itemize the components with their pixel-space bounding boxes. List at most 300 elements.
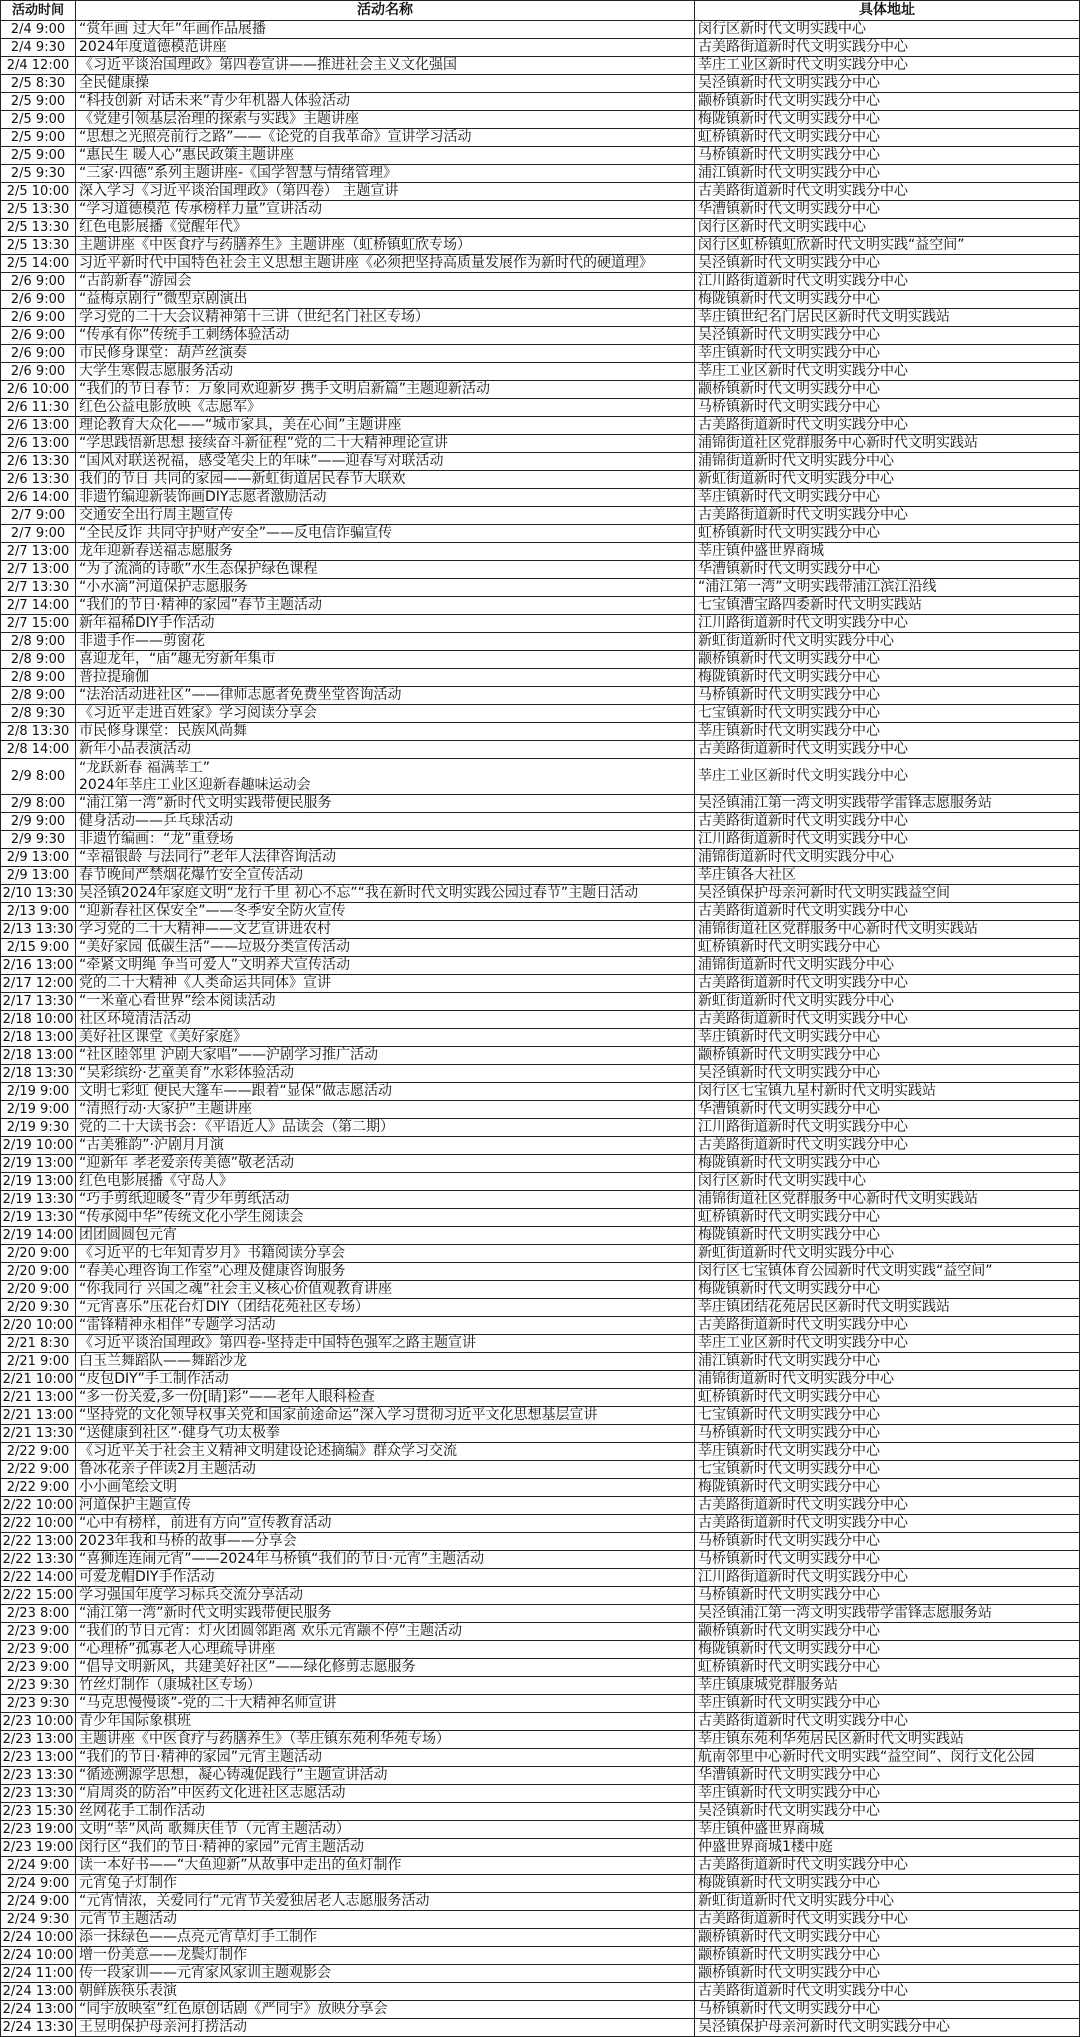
cell-address: “浦江第一湾”文明实践带浦江滨江沿线 [695, 579, 1080, 597]
cell-address: 新虹街道新时代文明实践分中心 [695, 1893, 1080, 1911]
table-row [1, 849, 1080, 867]
table-row [1, 1875, 1080, 1893]
cell-activity-name: “小水滴”河道保护志愿服务 [76, 579, 695, 597]
table-row [1, 381, 1080, 399]
cell-activity-name: 闵行区“我们的节日·精神的家园”元宵主题活动 [76, 1839, 695, 1857]
cell-activity-name: 我们的节日 共同的家园——新虹街道居民春节大联欢 [76, 471, 695, 489]
cell-address: 莘庄镇新时代文明实践分中心 [695, 345, 1080, 363]
cell-address: 莘庄镇各大社区 [695, 867, 1080, 885]
table-row [1, 1803, 1080, 1821]
cell-address: 梅陇镇新时代文明实践分中心 [695, 1479, 1080, 1497]
cell-address: 江川路街道新时代文明实践分中心 [695, 1569, 1080, 1587]
cell-address: 马桥镇新时代文明实践分中心 [695, 687, 1080, 705]
cell-address: 古美路街道新时代文明实践分中心 [695, 1911, 1080, 1929]
cell-time: 2/18 10:00 [1, 1011, 76, 1029]
cell-activity-name: 朝鲜族筷乐表演 [76, 1983, 695, 2001]
cell-time: 2/21 10:00 [1, 1371, 76, 1389]
table-row [1, 1587, 1080, 1605]
cell-activity-name: “清照行动·大家护”主题讲座 [76, 1101, 695, 1119]
cell-address: 颛桥镇新时代文明实践分中心 [695, 1965, 1080, 1983]
cell-address: 古美路街道新时代文明实践分中心 [695, 1515, 1080, 1533]
cell-time: 2/23 9:00 [1, 1641, 76, 1659]
cell-time: 2/19 9:30 [1, 1119, 76, 1137]
cell-activity-name: “社区睦邻里 沪剧大家唱”——沪剧学习推广活动 [76, 1047, 695, 1065]
header-address: 具体地址 [695, 1, 1080, 21]
table-row [1, 1443, 1080, 1461]
table-row [1, 1749, 1080, 1767]
cell-time: 2/23 9:30 [1, 1677, 76, 1695]
cell-activity-name: 美好社区课堂《美好家庭》 [76, 1029, 695, 1047]
cell-address: 颛桥镇新时代文明实践分中心 [695, 1623, 1080, 1641]
cell-time: 2/10 13:30 [1, 885, 76, 903]
cell-address: 莘庄镇新时代文明实践分中心 [695, 723, 1080, 741]
cell-time: 2/19 14:00 [1, 1227, 76, 1245]
cell-activity-name: 吴泾镇2024年家庭文明“龙行千里 初心不忘”“我在新时代文明实践公园过春节”主题日活动 [76, 885, 695, 903]
table-row [1, 1785, 1080, 1803]
table-row [1, 561, 1080, 579]
cell-time: 2/7 13:00 [1, 561, 76, 579]
cell-activity-name: “古美雅韵”·沪剧月月演 [76, 1137, 695, 1155]
cell-address: 闵行区七宝镇体育公园新时代文明实践“益空间” [695, 1263, 1080, 1281]
cell-activity-name: “巧手剪纸迎暖冬”青少年剪纸活动 [76, 1191, 695, 1209]
cell-activity-name: 文明七彩虹 便民大篷车——跟着“显保”做志愿活动 [76, 1083, 695, 1101]
table-row [1, 435, 1080, 453]
cell-address: 莘庄镇仲盛世界商城 [695, 543, 1080, 561]
table-row [1, 1965, 1080, 1983]
cell-time: 2/8 9:00 [1, 651, 76, 669]
cell-activity-name: “传承有你”传统手工刺绣体验活动 [76, 327, 695, 345]
cell-activity-name: “传承阅中华”传统文化小学生阅读会 [76, 1209, 695, 1227]
cell-time: 2/20 10:00 [1, 1317, 76, 1335]
header-activity-name: 活动名称 [76, 1, 695, 21]
cell-address: 莘庄镇新时代文明实践分中心 [695, 489, 1080, 507]
table-row [1, 1245, 1080, 1263]
table-row [1, 1695, 1080, 1713]
cell-address: 马桥镇新时代文明实践分中心 [695, 399, 1080, 417]
cell-activity-name: “惠民生 暖人心”惠民政策主题讲座 [76, 147, 695, 165]
cell-activity-name: 主题讲座《中医食疗与药膳养生》（莘庄镇东苑利华苑专场） [76, 1731, 695, 1749]
table-row [1, 2001, 1080, 2019]
cell-time: 2/23 9:00 [1, 1623, 76, 1641]
cell-time: 2/5 9:00 [1, 147, 76, 165]
cell-activity-name: 丝网花手工制作活动 [76, 1803, 695, 1821]
cell-time: 2/6 9:00 [1, 273, 76, 291]
cell-time: 2/5 9:00 [1, 93, 76, 111]
table-row [1, 723, 1080, 741]
cell-time: 2/22 15:00 [1, 1587, 76, 1605]
table-row [1, 1227, 1080, 1245]
cell-time: 2/21 13:00 [1, 1407, 76, 1425]
cell-activity-name: “龙跃新春 福满莘工” 2024年莘庄工业区迎新春趣味运动会 [76, 759, 695, 795]
cell-address: 莘庄镇世纪名门居民区新时代文明实践站 [695, 309, 1080, 327]
cell-time: 2/7 9:00 [1, 507, 76, 525]
cell-activity-name: “我们的节日元宵：灯火团圆邻距离 欢乐元宵颛不停”主题活动 [76, 1623, 695, 1641]
cell-address: 颛桥镇新时代文明实践分中心 [695, 1929, 1080, 1947]
cell-activity-name: 市民修身课堂：民族风尚舞 [76, 723, 695, 741]
table-row [1, 975, 1080, 993]
cell-time: 2/6 13:30 [1, 471, 76, 489]
table-row [1, 1299, 1080, 1317]
table-row [1, 1767, 1080, 1785]
cell-activity-name: 社区环境清洁活动 [76, 1011, 695, 1029]
cell-activity-name: 传一段家训——元宵家风家训主题观影会 [76, 1965, 695, 1983]
cell-activity-name: “幸福银龄 与法同行”老年人法律咨询活动 [76, 849, 695, 867]
table-row [1, 1623, 1080, 1641]
cell-activity-name: “法治活动进社区”——律师志愿者免费坐堂咨询活动 [76, 687, 695, 705]
cell-address: 吴泾镇保护母亲河新时代文明实践益空间 [695, 885, 1080, 903]
table-row [1, 1371, 1080, 1389]
cell-address: 梅陇镇新时代文明实践分中心 [695, 1281, 1080, 1299]
cell-time: 2/19 13:00 [1, 1155, 76, 1173]
table-row [1, 147, 1080, 165]
cell-address: 航南邻里中心新时代文明实践“益空间”、闵行文化公园 [695, 1749, 1080, 1767]
cell-address: 吴泾镇新时代文明实践分中心 [695, 255, 1080, 273]
table-row [1, 759, 1080, 795]
cell-time: 2/4 9:30 [1, 39, 76, 57]
table-row [1, 1731, 1080, 1749]
cell-activity-name: 非遗竹编画：“龙”重登场 [76, 831, 695, 849]
cell-activity-name: 读一本好书——“大鱼迎新”从故事中走出的鱼灯制作 [76, 1857, 695, 1875]
cell-time: 2/24 9:00 [1, 1875, 76, 1893]
cell-time: 2/24 9:30 [1, 1911, 76, 1929]
cell-time: 2/9 13:00 [1, 867, 76, 885]
cell-time: 2/7 13:30 [1, 579, 76, 597]
table-row [1, 1533, 1080, 1551]
cell-activity-name: “坚持党的文化领导权事关党和国家前途命运”深入学习贯彻习近平文化思想基层宣讲 [76, 1407, 695, 1425]
cell-activity-name: 添一抹绿色——点亮元宵草灯手工制作 [76, 1929, 695, 1947]
cell-address: 莘庄工业区新时代文明实践分中心 [695, 1335, 1080, 1353]
cell-activity-name: “我们的节日·精神的家园”元宵主题活动 [76, 1749, 695, 1767]
cell-time: 2/23 9:00 [1, 1659, 76, 1677]
cell-time: 2/19 9:00 [1, 1083, 76, 1101]
cell-address: 莘庄镇新时代文明实践分中心 [695, 1443, 1080, 1461]
cell-activity-name: 龙年迎新春送福志愿服务 [76, 543, 695, 561]
table-row [1, 1641, 1080, 1659]
cell-time: 2/6 13:00 [1, 417, 76, 435]
cell-address: 新虹街道新时代文明实践分中心 [695, 1245, 1080, 1263]
table-row [1, 57, 1080, 75]
table-row [1, 237, 1080, 255]
cell-time: 2/20 9:30 [1, 1299, 76, 1317]
cell-address: 梅陇镇新时代文明实践分中心 [695, 669, 1080, 687]
cell-activity-name: “我们的节日春节：万象同欢迎新岁 携手文明启新篇”主题迎新活动 [76, 381, 695, 399]
cell-address: 七宝镇新时代文明实践分中心 [695, 1461, 1080, 1479]
cell-time: 2/6 13:30 [1, 453, 76, 471]
cell-time: 2/5 9:00 [1, 129, 76, 147]
cell-address: 闵行区新时代文明实践中心 [695, 21, 1080, 39]
cell-activity-name: 增一份美意——龙鬓灯制作 [76, 1947, 695, 1965]
table-row [1, 813, 1080, 831]
table-row [1, 1713, 1080, 1731]
cell-time: 2/17 12:00 [1, 975, 76, 993]
table-row [1, 471, 1080, 489]
table-row [1, 651, 1080, 669]
cell-time: 2/5 14:00 [1, 255, 76, 273]
table-row [1, 1497, 1080, 1515]
cell-time: 2/5 13:30 [1, 237, 76, 255]
cell-activity-name: 《党建引领基层治理的探索与实践》主题讲座 [76, 111, 695, 129]
cell-activity-name: “一米童心看世界”绘本阅读活动 [76, 993, 695, 1011]
cell-address: 古美路街道新时代文明实践分中心 [695, 1497, 1080, 1515]
table-row [1, 399, 1080, 417]
cell-address: 古美路街道新时代文明实践分中心 [695, 1713, 1080, 1731]
cell-time: 2/19 13:00 [1, 1173, 76, 1191]
cell-activity-name: 红色电影展播《觉醒年代》 [76, 219, 695, 237]
cell-activity-name: “马克思慢慢谈”-党的二十大精神名师宣讲 [76, 1695, 695, 1713]
table-row [1, 93, 1080, 111]
cell-activity-name: “迎新年 孝老爱亲传美德”敬老活动 [76, 1155, 695, 1173]
cell-activity-name: 团团圆圆包元宵 [76, 1227, 695, 1245]
cell-activity-name: 党的二十大精神《人类命运共同体》宣讲 [76, 975, 695, 993]
table-row [1, 417, 1080, 435]
cell-address: 虹桥镇新时代文明实践分中心 [695, 939, 1080, 957]
table-row [1, 1479, 1080, 1497]
cell-time: 2/20 9:00 [1, 1263, 76, 1281]
cell-time: 2/19 9:00 [1, 1101, 76, 1119]
cell-address: 七宝镇漕宝路四委新时代文明实践站 [695, 597, 1080, 615]
cell-activity-name: “喜狮连连闹元宵”——2024年马桥镇“我们的节日·元宵”主题活动 [76, 1551, 695, 1569]
cell-activity-name: 王昱明保护母亲河打捞活动 [76, 2019, 695, 2037]
cell-address: 新虹街道新时代文明实践分中心 [695, 471, 1080, 489]
cell-address: 闵行区七宝镇九星村新时代文明实践站 [695, 1083, 1080, 1101]
cell-time: 2/22 9:00 [1, 1443, 76, 1461]
cell-address: 新虹街道新时代文明实践分中心 [695, 993, 1080, 1011]
cell-activity-name: “元宵喜乐”压花台灯DIY（团结花苑社区专场） [76, 1299, 695, 1317]
cell-address: 马桥镇新时代文明实践分中心 [695, 147, 1080, 165]
cell-time: 2/19 10:00 [1, 1137, 76, 1155]
table-row [1, 165, 1080, 183]
cell-address: 莘庄镇东苑利华苑居民区新时代文明实践站 [695, 1731, 1080, 1749]
table-row [1, 1929, 1080, 1947]
table-row [1, 867, 1080, 885]
cell-time: 2/9 13:00 [1, 849, 76, 867]
cell-time: 2/17 13:30 [1, 993, 76, 1011]
table-row [1, 1317, 1080, 1335]
cell-address: 古美路街道新时代文明实践分中心 [695, 1137, 1080, 1155]
cell-activity-name: 党的二十大读书会：《平语近人》品读会（第二期） [76, 1119, 695, 1137]
cell-activity-name: “牵紧文明绳 争当可爱人”文明养犬宣传活动 [76, 957, 695, 975]
cell-time: 2/6 9:00 [1, 327, 76, 345]
table-row [1, 1101, 1080, 1119]
cell-time: 2/6 10:00 [1, 381, 76, 399]
cell-time: 2/24 9:00 [1, 1857, 76, 1875]
cell-time: 2/6 13:00 [1, 435, 76, 453]
cell-time: 2/5 9:00 [1, 111, 76, 129]
cell-address: 七宝镇新时代文明实践分中心 [695, 1407, 1080, 1425]
table-row [1, 939, 1080, 957]
cell-address: 浦锦街道新时代文明实践分中心 [695, 453, 1080, 471]
cell-address: 浦锦街道社区党群服务中心新时代文明实践站 [695, 435, 1080, 453]
cell-time: 2/9 9:30 [1, 831, 76, 849]
cell-activity-name: “春美心理咨询工作室”心理及健康咨询服务 [76, 1263, 695, 1281]
cell-address: 古美路街道新时代文明实践分中心 [695, 903, 1080, 921]
cell-activity-name: “你我同行 兴国之魂”社会主义核心价值观教育讲座 [76, 1281, 695, 1299]
cell-activity-name: “益梅京剧行”微型京剧演出 [76, 291, 695, 309]
cell-time: 2/5 13:30 [1, 201, 76, 219]
cell-address: 吴泾镇新时代文明实践分中心 [695, 75, 1080, 93]
cell-time: 2/8 9:30 [1, 705, 76, 723]
cell-time: 2/22 13:00 [1, 1533, 76, 1551]
table-row [1, 1569, 1080, 1587]
cell-activity-name: 《习近平走进百姓家》学习阅读分享会 [76, 705, 695, 723]
cell-address: 闵行区虹桥镇虹欣新时代文明实践“益空间” [695, 237, 1080, 255]
cell-activity-name: “浦江第一湾”新时代文明实践带便民服务 [76, 1605, 695, 1623]
cell-address: 颛桥镇新时代文明实践分中心 [695, 651, 1080, 669]
cell-time: 2/23 19:00 [1, 1839, 76, 1857]
cell-time: 2/21 8:30 [1, 1335, 76, 1353]
cell-activity-name: 《习近平谈治国理政》第四卷宣讲——推进社会主义文化强国 [76, 57, 695, 75]
cell-address: 梅陇镇新时代文明实践分中心 [695, 1641, 1080, 1659]
cell-time: 2/6 9:00 [1, 363, 76, 381]
table-row [1, 1659, 1080, 1677]
cell-time: 2/7 13:00 [1, 543, 76, 561]
table-row [1, 2019, 1080, 2037]
cell-activity-name: “心理桥”孤寡老人心理疏导讲座 [76, 1641, 695, 1659]
cell-activity-name: 文明“莘”风尚 歌舞庆佳节（元宵主题活动） [76, 1821, 695, 1839]
cell-time: 2/23 13:00 [1, 1731, 76, 1749]
header-time: 活动时间 [1, 1, 76, 21]
cell-activity-name: “心中有榜样，前进有方向”宣传教育活动 [76, 1515, 695, 1533]
cell-address: 江川路街道新时代文明实践分中心 [695, 1119, 1080, 1137]
table-row [1, 111, 1080, 129]
table-row [1, 1461, 1080, 1479]
cell-time: 2/6 9:00 [1, 309, 76, 327]
cell-activity-name: “吴彩缤纷·艺童美育”水彩体验活动 [76, 1065, 695, 1083]
table-row [1, 1857, 1080, 1875]
table-row [1, 39, 1080, 57]
cell-activity-name: “浦江第一湾”新时代文明实践带便民服务 [76, 795, 695, 813]
table-row [1, 1209, 1080, 1227]
cell-time: 2/22 9:00 [1, 1461, 76, 1479]
cell-time: 2/21 13:00 [1, 1389, 76, 1407]
cell-address: 浦锦街道社区党群服务中心新时代文明实践站 [695, 921, 1080, 939]
table-row [1, 1983, 1080, 2001]
cell-address: 莘庄镇团结花苑居民区新时代文明实践站 [695, 1299, 1080, 1317]
cell-time: 2/23 10:00 [1, 1713, 76, 1731]
cell-time: 2/8 9:00 [1, 633, 76, 651]
cell-time: 2/24 13:00 [1, 2001, 76, 2019]
cell-activity-name: “为了流淌的诗歌”水生态保护绿色课程 [76, 561, 695, 579]
cell-address: 江川路街道新时代文明实践分中心 [695, 615, 1080, 633]
cell-time: 2/19 13:30 [1, 1191, 76, 1209]
cell-address: 莘庄工业区新时代文明实践分中心 [695, 57, 1080, 75]
cell-activity-name: “赏年画 过大年”年画作品展播 [76, 21, 695, 39]
cell-time: 2/5 8:30 [1, 75, 76, 93]
cell-address: 马桥镇新时代文明实践分中心 [695, 1425, 1080, 1443]
table-row [1, 705, 1080, 723]
table-row [1, 1173, 1080, 1191]
cell-activity-name: 河道保护主题宣传 [76, 1497, 695, 1515]
cell-address: 莘庄工业区新时代文明实践分中心 [695, 363, 1080, 381]
table-row [1, 309, 1080, 327]
table-row [1, 993, 1080, 1011]
cell-activity-name: 普拉提瑜伽 [76, 669, 695, 687]
table-row [1, 129, 1080, 147]
cell-address: 闵行区新时代文明实践中心 [695, 1173, 1080, 1191]
table-row [1, 543, 1080, 561]
cell-time: 2/5 10:00 [1, 183, 76, 201]
cell-activity-name: “学习道德模范 传承榜样力量”宣讲活动 [76, 201, 695, 219]
table-row [1, 669, 1080, 687]
table-body [1, 21, 1080, 2037]
table-row [1, 597, 1080, 615]
table-row [1, 1281, 1080, 1299]
cell-address: 吴泾镇新时代文明实践分中心 [695, 327, 1080, 345]
table-row [1, 1353, 1080, 1371]
table-row [1, 1263, 1080, 1281]
table-row [1, 885, 1080, 903]
table-row [1, 1551, 1080, 1569]
cell-activity-name: 春节晚间严禁烟花爆竹安全宣传活动 [76, 867, 695, 885]
cell-address: 吴泾镇浦江第一湾文明实践带学雷锋志愿服务站 [695, 795, 1080, 813]
cell-address: 马桥镇新时代文明实践分中心 [695, 2001, 1080, 2019]
table-row [1, 921, 1080, 939]
cell-address: 虹桥镇新时代文明实践分中心 [695, 1659, 1080, 1677]
table-row [1, 219, 1080, 237]
cell-address: 马桥镇新时代文明实践分中心 [695, 1533, 1080, 1551]
cell-time: 2/22 9:00 [1, 1479, 76, 1497]
cell-address: 梅陇镇新时代文明实践分中心 [695, 1227, 1080, 1245]
cell-address: 马桥镇新时代文明实践分中心 [695, 1587, 1080, 1605]
table-row [1, 831, 1080, 849]
cell-activity-name: 学习党的二十大精神——文艺宣讲进农村 [76, 921, 695, 939]
cell-time: 2/16 13:00 [1, 957, 76, 975]
cell-time: 2/22 10:00 [1, 1515, 76, 1533]
table-row [1, 633, 1080, 651]
table-row [1, 1011, 1080, 1029]
cell-address: 梅陇镇新时代文明实践分中心 [695, 1875, 1080, 1893]
cell-activity-name: 白玉兰舞蹈队——舞蹈沙龙 [76, 1353, 695, 1371]
cell-address: 莘庄镇新时代文明实践分中心 [695, 1695, 1080, 1713]
cell-activity-name: “肩周炎的防治”中医药文化进社区志愿活动 [76, 1785, 695, 1803]
cell-time: 2/7 9:00 [1, 525, 76, 543]
cell-time: 2/20 9:00 [1, 1245, 76, 1263]
cell-activity-name: 2024年度道德模范讲座 [76, 39, 695, 57]
cell-address: 华漕镇新时代文明实践分中心 [695, 1101, 1080, 1119]
table-row [1, 795, 1080, 813]
cell-activity-name: 可爱龙帽DIY手作活动 [76, 1569, 695, 1587]
table-row [1, 1893, 1080, 1911]
table-row [1, 291, 1080, 309]
table-row [1, 579, 1080, 597]
cell-activity-name: “多一份关爱,多一份[睛]彩”——老年人眼科检查 [76, 1389, 695, 1407]
cell-address: 莘庄镇新时代文明实践分中心 [695, 1785, 1080, 1803]
cell-activity-name: “古韵新春”游园会 [76, 273, 695, 291]
cell-time: 2/6 9:00 [1, 345, 76, 363]
cell-address: 古美路街道新时代文明实践分中心 [695, 183, 1080, 201]
cell-time: 2/13 13:30 [1, 921, 76, 939]
cell-address: 虹桥镇新时代文明实践分中心 [695, 525, 1080, 543]
cell-activity-name: “倡导文明新风，共建美好社区”——绿化修剪志愿服务 [76, 1659, 695, 1677]
cell-time: 2/22 14:00 [1, 1569, 76, 1587]
table-row [1, 21, 1080, 39]
table-row [1, 1029, 1080, 1047]
cell-activity-name: 红色电影展播《守岛人》 [76, 1173, 695, 1191]
cell-address: 古美路街道新时代文明实践分中心 [695, 507, 1080, 525]
cell-address: 华漕镇新时代文明实践分中心 [695, 201, 1080, 219]
cell-time: 2/23 13:30 [1, 1785, 76, 1803]
table-header [1, 1, 1080, 21]
cell-activity-name: “学思践悟新思想 接续奋斗新征程”党的二十大精神理论宣讲 [76, 435, 695, 453]
cell-time: 2/15 9:00 [1, 939, 76, 957]
cell-time: 2/21 13:30 [1, 1425, 76, 1443]
cell-address: 虹桥镇新时代文明实践分中心 [695, 129, 1080, 147]
cell-address: 闵行区新时代文明实践中心 [695, 219, 1080, 237]
cell-time: 2/8 9:00 [1, 687, 76, 705]
cell-address: 古美路街道新时代文明实践分中心 [695, 741, 1080, 759]
cell-time: 2/6 9:00 [1, 291, 76, 309]
cell-time: 2/8 13:30 [1, 723, 76, 741]
